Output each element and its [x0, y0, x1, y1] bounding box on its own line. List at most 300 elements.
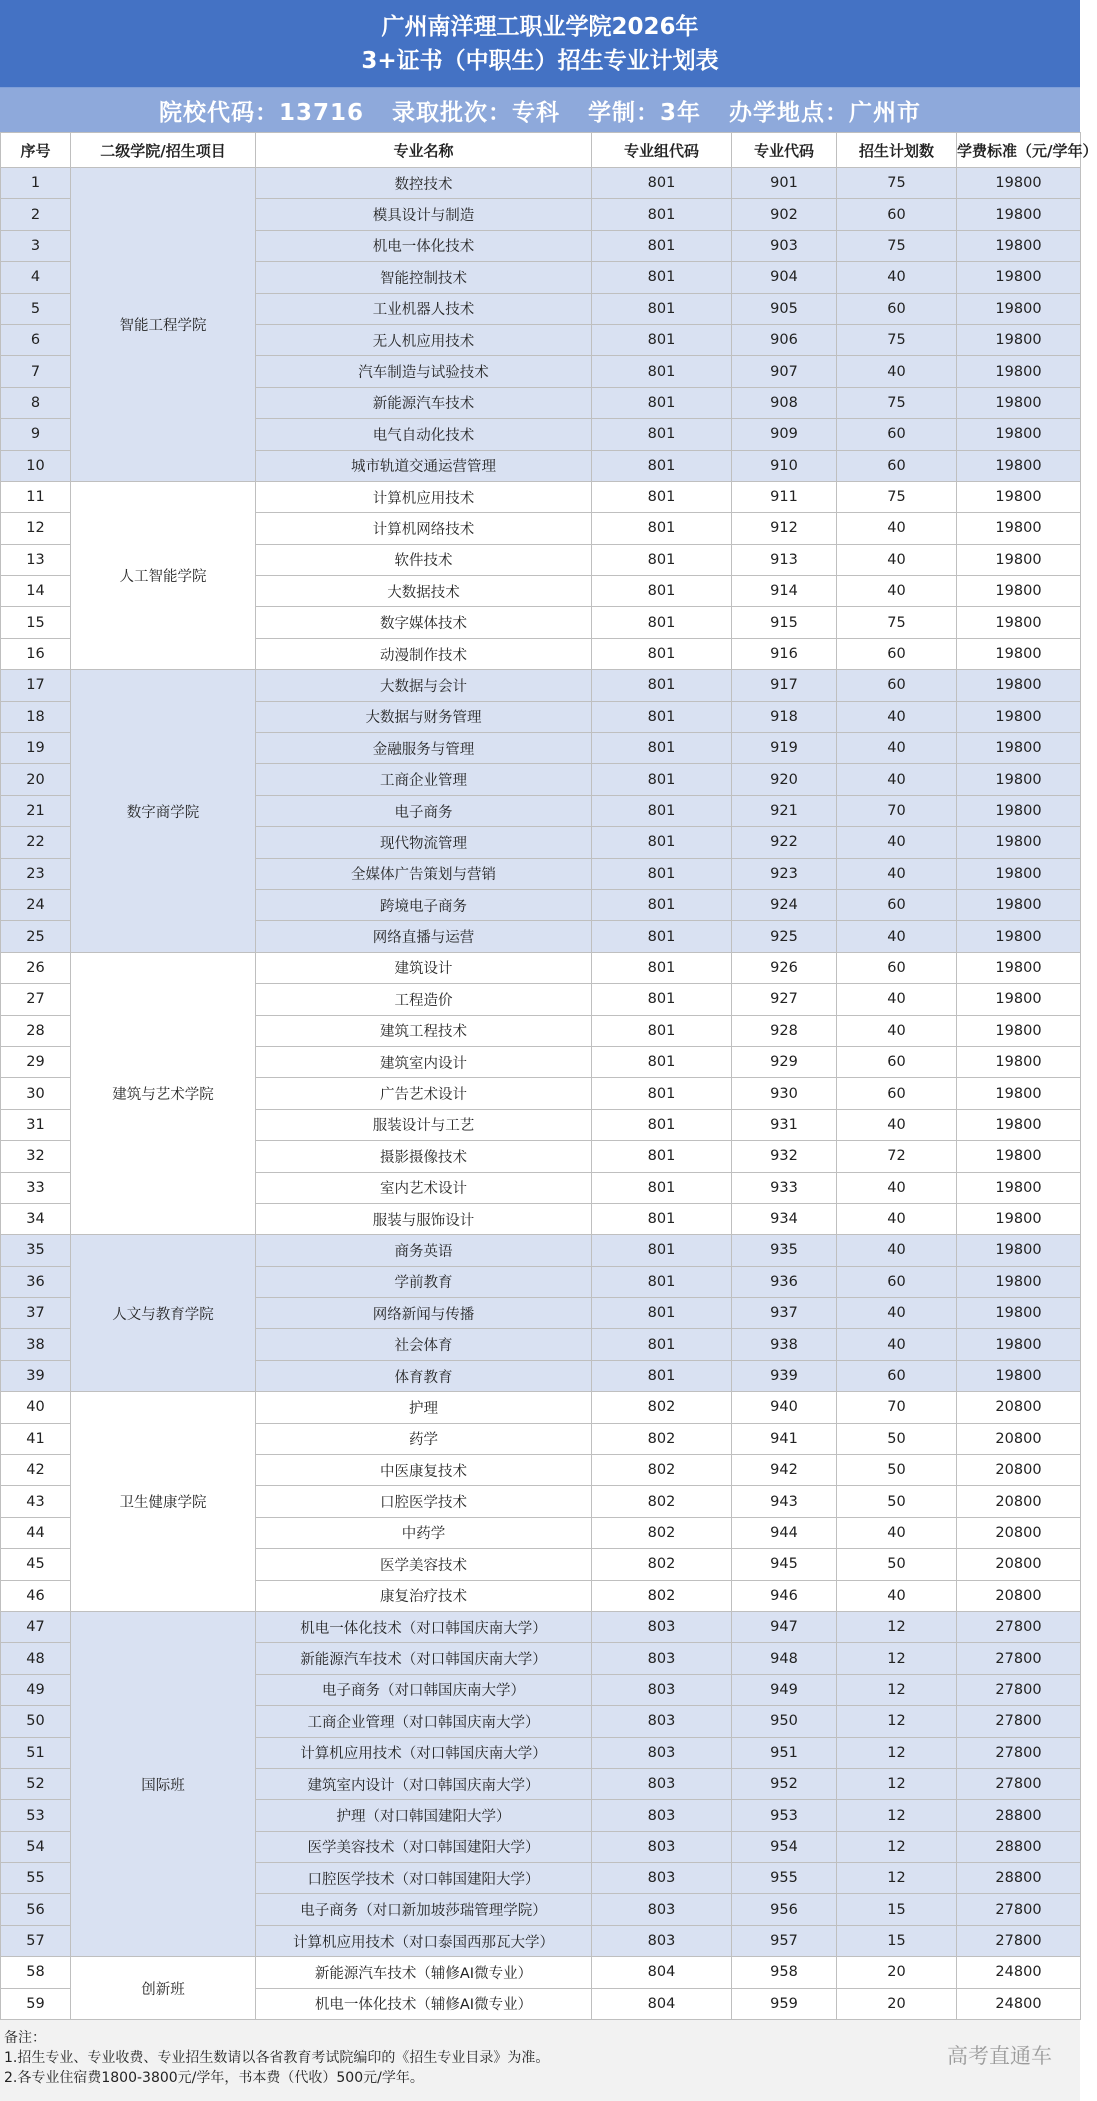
major-name: 智能控制技术	[256, 262, 592, 293]
major-code: 946	[732, 1580, 837, 1611]
college-cell: 国际班	[71, 1611, 256, 1956]
plan-count: 70	[837, 795, 957, 826]
header-plan-count: 招生计划数	[837, 133, 957, 168]
major-name: 建筑室内设计	[256, 1046, 592, 1077]
plan-count: 15	[837, 1894, 957, 1925]
group-code: 803	[592, 1674, 732, 1705]
row-index: 1	[1, 168, 71, 199]
major-name: 城市轨道交通运营管理	[256, 450, 592, 481]
major-name: 机电一体化技术（辅修AI微专业）	[256, 1988, 592, 2019]
group-code: 803	[592, 1611, 732, 1642]
note-line-2: 2.各专业住宿费1800-3800元/学年，书本费（代收）500元/学年。	[4, 2070, 424, 2086]
major-code: 935	[732, 1235, 837, 1266]
group-code: 801	[592, 1329, 732, 1360]
group-code: 801	[592, 984, 732, 1015]
admission-batch: 录取批次：专科	[392, 99, 560, 126]
header-tuition: 学费标准（元/学年）	[957, 133, 1081, 168]
college-cell: 创新班	[71, 1957, 256, 2020]
tuition: 19800	[957, 1266, 1081, 1297]
plan-count: 60	[837, 638, 957, 669]
tuition: 20800	[957, 1517, 1081, 1548]
tuition: 19800	[957, 1141, 1081, 1172]
group-code: 801	[592, 733, 732, 764]
plan-count: 40	[837, 1298, 957, 1329]
row-index: 34	[1, 1203, 71, 1234]
major-name: 数字媒体技术	[256, 607, 592, 638]
group-code: 801	[592, 168, 732, 199]
row-index: 36	[1, 1266, 71, 1297]
row-index: 47	[1, 1611, 71, 1642]
major-code: 927	[732, 984, 837, 1015]
tuition: 28800	[957, 1863, 1081, 1894]
table-row	[1, 952, 1081, 983]
major-code: 940	[732, 1392, 837, 1423]
row-index: 23	[1, 858, 71, 889]
row-index: 18	[1, 701, 71, 732]
major-name: 医学美容技术（对口韩国建阳大学）	[256, 1831, 592, 1862]
major-name: 计算机应用技术	[256, 481, 592, 512]
plan-count: 60	[837, 293, 957, 324]
major-name: 口腔医学技术	[256, 1486, 592, 1517]
group-code: 801	[592, 199, 732, 230]
row-index: 53	[1, 1800, 71, 1831]
major-code: 959	[732, 1988, 837, 2019]
major-code: 903	[732, 230, 837, 261]
major-code: 945	[732, 1549, 837, 1580]
college-cell: 智能工程学院	[71, 168, 256, 482]
group-code: 801	[592, 638, 732, 669]
major-name: 学前教育	[256, 1266, 592, 1297]
group-code: 801	[592, 513, 732, 544]
plan-count: 20	[837, 1988, 957, 2019]
row-index: 59	[1, 1988, 71, 2019]
row-index: 38	[1, 1329, 71, 1360]
group-code: 804	[592, 1957, 732, 1988]
major-name: 服装与服饰设计	[256, 1203, 592, 1234]
plan-count: 40	[837, 1235, 957, 1266]
major-name: 汽车制造与试验技术	[256, 356, 592, 387]
major-name: 现代物流管理	[256, 827, 592, 858]
tuition: 19800	[957, 984, 1081, 1015]
plan-count: 70	[837, 1392, 957, 1423]
row-index: 40	[1, 1392, 71, 1423]
header-major-name: 专业名称	[256, 133, 592, 168]
plan-count: 12	[837, 1706, 957, 1737]
major-code: 952	[732, 1768, 837, 1799]
major-name: 大数据与财务管理	[256, 701, 592, 732]
tuition: 19800	[957, 513, 1081, 544]
plan-count: 72	[837, 1141, 957, 1172]
major-code: 949	[732, 1674, 837, 1705]
group-code: 801	[592, 1141, 732, 1172]
header-college: 二级学院/招生项目	[71, 133, 256, 168]
tuition: 19800	[957, 921, 1081, 952]
row-index: 50	[1, 1706, 71, 1737]
plan-count: 40	[837, 701, 957, 732]
major-name: 新能源汽车技术（辅修AI微专业）	[256, 1957, 592, 1988]
major-code: 909	[732, 419, 837, 450]
group-code: 801	[592, 1015, 732, 1046]
plan-count: 20	[837, 1957, 957, 1988]
row-index: 46	[1, 1580, 71, 1611]
group-code: 803	[592, 1737, 732, 1768]
major-name: 建筑室内设计（对口韩国庆南大学）	[256, 1768, 592, 1799]
table-body	[1, 168, 1081, 2020]
tuition: 19800	[957, 199, 1081, 230]
group-code: 801	[592, 356, 732, 387]
major-name: 护理	[256, 1392, 592, 1423]
group-code: 801	[592, 1203, 732, 1234]
plan-count: 60	[837, 450, 957, 481]
group-code: 802	[592, 1392, 732, 1423]
major-code: 923	[732, 858, 837, 889]
tuition: 19800	[957, 419, 1081, 450]
tuition: 27800	[957, 1768, 1081, 1799]
group-code: 803	[592, 1831, 732, 1862]
row-index: 30	[1, 1078, 71, 1109]
notes-label: 备注：	[4, 2030, 46, 2046]
major-code: 939	[732, 1360, 837, 1391]
group-code: 801	[592, 827, 732, 858]
table-row	[1, 481, 1081, 512]
plan-count: 12	[837, 1863, 957, 1894]
group-code: 802	[592, 1580, 732, 1611]
tuition: 20800	[957, 1423, 1081, 1454]
major-code: 933	[732, 1172, 837, 1203]
major-name: 网络直播与运营	[256, 921, 592, 952]
row-index: 5	[1, 293, 71, 324]
group-code: 803	[592, 1863, 732, 1894]
tuition: 19800	[957, 670, 1081, 701]
major-name: 计算机应用技术（对口泰国西那瓦大学）	[256, 1925, 592, 1956]
row-index: 3	[1, 230, 71, 261]
plan-count: 60	[837, 199, 957, 230]
major-code: 924	[732, 889, 837, 920]
tuition: 19800	[957, 230, 1081, 261]
major-code: 914	[732, 576, 837, 607]
major-code: 908	[732, 387, 837, 418]
tuition: 24800	[957, 1988, 1081, 2019]
major-code: 948	[732, 1643, 837, 1674]
tuition: 19800	[957, 795, 1081, 826]
tuition: 27800	[957, 1706, 1081, 1737]
tuition: 19800	[957, 481, 1081, 512]
major-name: 建筑设计	[256, 952, 592, 983]
row-index: 28	[1, 1015, 71, 1046]
college-cell: 卫生健康学院	[71, 1392, 256, 1612]
plan-count: 60	[837, 670, 957, 701]
plan-count: 40	[837, 827, 957, 858]
major-code: 918	[732, 701, 837, 732]
major-code: 956	[732, 1894, 837, 1925]
major-name: 电子商务（对口韩国庆南大学）	[256, 1674, 592, 1705]
plan-count: 40	[837, 1517, 957, 1548]
row-index: 39	[1, 1360, 71, 1391]
row-index: 32	[1, 1141, 71, 1172]
tuition: 27800	[957, 1737, 1081, 1768]
tuition: 19800	[957, 733, 1081, 764]
tuition: 19800	[957, 356, 1081, 387]
group-code: 803	[592, 1925, 732, 1956]
row-index: 11	[1, 481, 71, 512]
major-name: 工商企业管理	[256, 764, 592, 795]
major-code: 943	[732, 1486, 837, 1517]
group-code: 801	[592, 952, 732, 983]
tuition: 19800	[957, 1078, 1081, 1109]
row-index: 25	[1, 921, 71, 952]
group-code: 802	[592, 1455, 732, 1486]
row-index: 27	[1, 984, 71, 1015]
table-row	[1, 1392, 1081, 1423]
plan-count: 12	[837, 1768, 957, 1799]
row-index: 16	[1, 638, 71, 669]
tuition: 19800	[957, 1203, 1081, 1234]
tuition: 19800	[957, 262, 1081, 293]
school-code: 院校代码：13716	[158, 99, 364, 126]
major-name: 药学	[256, 1423, 592, 1454]
plan-count: 12	[837, 1737, 957, 1768]
major-name: 大数据与会计	[256, 670, 592, 701]
tuition: 27800	[957, 1611, 1081, 1642]
plan-count: 75	[837, 168, 957, 199]
group-code: 802	[592, 1486, 732, 1517]
group-code: 801	[592, 670, 732, 701]
plan-count: 75	[837, 230, 957, 261]
major-code: 901	[732, 168, 837, 199]
group-code: 803	[592, 1768, 732, 1799]
row-index: 7	[1, 356, 71, 387]
row-index: 4	[1, 262, 71, 293]
major-name: 工商企业管理（对口韩国庆南大学）	[256, 1706, 592, 1737]
group-code: 803	[592, 1643, 732, 1674]
major-code: 938	[732, 1329, 837, 1360]
group-code: 801	[592, 293, 732, 324]
major-name: 模具设计与制造	[256, 199, 592, 230]
major-name: 跨境电子商务	[256, 889, 592, 920]
major-code: 931	[732, 1109, 837, 1140]
tuition: 20800	[957, 1580, 1081, 1611]
major-name: 体育教育	[256, 1360, 592, 1391]
plan-count: 40	[837, 576, 957, 607]
row-index: 10	[1, 450, 71, 481]
major-code: 953	[732, 1800, 837, 1831]
table-row	[1, 1235, 1081, 1266]
row-index: 43	[1, 1486, 71, 1517]
major-code: 915	[732, 607, 837, 638]
major-name: 大数据技术	[256, 576, 592, 607]
major-code: 947	[732, 1611, 837, 1642]
row-index: 2	[1, 199, 71, 230]
major-name: 护理（对口韩国建阳大学）	[256, 1800, 592, 1831]
major-name: 口腔医学技术（对口韩国建阳大学）	[256, 1863, 592, 1894]
tuition: 19800	[957, 1109, 1081, 1140]
major-name: 电子商务（对口新加坡莎瑞管理学院）	[256, 1894, 592, 1925]
table-row	[1, 1611, 1081, 1642]
major-name: 工程造价	[256, 984, 592, 1015]
header-group-code: 专业组代码	[592, 133, 732, 168]
row-index: 58	[1, 1957, 71, 1988]
row-index: 35	[1, 1235, 71, 1266]
group-code: 801	[592, 607, 732, 638]
group-code: 801	[592, 387, 732, 418]
major-name: 摄影摄像技术	[256, 1141, 592, 1172]
group-code: 802	[592, 1549, 732, 1580]
plan-count: 75	[837, 324, 957, 355]
group-code: 801	[592, 858, 732, 889]
plan-count: 60	[837, 419, 957, 450]
major-code: 936	[732, 1266, 837, 1297]
major-name: 中药学	[256, 1517, 592, 1548]
tuition: 19800	[957, 607, 1081, 638]
header-row	[1, 133, 1081, 168]
group-code: 801	[592, 1046, 732, 1077]
plan-count: 40	[837, 733, 957, 764]
major-code: 921	[732, 795, 837, 826]
watermark: 高考直通车	[947, 2044, 1052, 2068]
tuition: 19800	[957, 1298, 1081, 1329]
plan-count: 40	[837, 1329, 957, 1360]
row-index: 57	[1, 1925, 71, 1956]
group-code: 801	[592, 1266, 732, 1297]
group-code: 801	[592, 889, 732, 920]
major-name: 广告艺术设计	[256, 1078, 592, 1109]
tuition: 19800	[957, 889, 1081, 920]
major-name: 无人机应用技术	[256, 324, 592, 355]
plan-count: 40	[837, 764, 957, 795]
major-name: 中医康复技术	[256, 1455, 592, 1486]
tuition: 19800	[957, 1015, 1081, 1046]
tuition: 19800	[957, 544, 1081, 575]
plan-count: 40	[837, 544, 957, 575]
table-title	[0, 0, 1080, 88]
major-code: 902	[732, 199, 837, 230]
major-name: 电气自动化技术	[256, 419, 592, 450]
major-name: 全媒体广告策划与营销	[256, 858, 592, 889]
college-cell: 人文与教育学院	[71, 1235, 256, 1392]
plan-count: 12	[837, 1611, 957, 1642]
major-name: 计算机应用技术（对口韩国庆南大学）	[256, 1737, 592, 1768]
plan-count: 40	[837, 858, 957, 889]
row-index: 51	[1, 1737, 71, 1768]
college-cell: 人工智能学院	[71, 481, 256, 669]
major-code: 920	[732, 764, 837, 795]
major-code: 904	[732, 262, 837, 293]
tuition: 19800	[957, 701, 1081, 732]
campus-location: 办学地点：广州市	[729, 99, 922, 126]
college-cell: 建筑与艺术学院	[71, 952, 256, 1235]
tuition: 19800	[957, 858, 1081, 889]
plan-count: 12	[837, 1643, 957, 1674]
group-code: 801	[592, 1360, 732, 1391]
major-name: 电子商务	[256, 795, 592, 826]
tuition: 19800	[957, 168, 1081, 199]
major-code: 944	[732, 1517, 837, 1548]
major-name: 机电一体化技术	[256, 230, 592, 261]
row-index: 48	[1, 1643, 71, 1674]
plan-count: 40	[837, 356, 957, 387]
major-name: 工业机器人技术	[256, 293, 592, 324]
row-index: 24	[1, 889, 71, 920]
group-code: 801	[592, 1078, 732, 1109]
major-name: 金融服务与管理	[256, 733, 592, 764]
major-code: 925	[732, 921, 837, 952]
plan-count: 75	[837, 481, 957, 512]
major-code: 934	[732, 1203, 837, 1234]
major-code: 919	[732, 733, 837, 764]
major-code: 932	[732, 1141, 837, 1172]
major-code: 950	[732, 1706, 837, 1737]
plan-count: 60	[837, 889, 957, 920]
title-line-1: 广州南洋理工职业学院2026年	[381, 14, 699, 40]
row-index: 13	[1, 544, 71, 575]
major-code: 926	[732, 952, 837, 983]
row-index: 54	[1, 1831, 71, 1862]
major-code: 911	[732, 481, 837, 512]
plan-count: 12	[837, 1800, 957, 1831]
plan-count: 50	[837, 1486, 957, 1517]
major-name: 室内艺术设计	[256, 1172, 592, 1203]
info-bar	[0, 88, 1080, 132]
group-code: 801	[592, 921, 732, 952]
major-code: 958	[732, 1957, 837, 1988]
row-index: 20	[1, 764, 71, 795]
row-index: 12	[1, 513, 71, 544]
plan-count: 60	[837, 1078, 957, 1109]
major-name: 医学美容技术	[256, 1549, 592, 1580]
tuition: 24800	[957, 1957, 1081, 1988]
major-code: 928	[732, 1015, 837, 1046]
tuition: 20800	[957, 1392, 1081, 1423]
tuition: 27800	[957, 1674, 1081, 1705]
row-index: 45	[1, 1549, 71, 1580]
group-code: 801	[592, 701, 732, 732]
plan-count: 40	[837, 1109, 957, 1140]
plan-count: 60	[837, 1046, 957, 1077]
group-code: 803	[592, 1800, 732, 1831]
college-cell: 数字商学院	[71, 670, 256, 953]
plan-count: 75	[837, 387, 957, 418]
row-index: 6	[1, 324, 71, 355]
plan-count: 12	[837, 1831, 957, 1862]
tuition: 19800	[957, 1172, 1081, 1203]
plan-count: 50	[837, 1549, 957, 1580]
major-code: 941	[732, 1423, 837, 1454]
plan-count: 40	[837, 262, 957, 293]
tuition: 27800	[957, 1894, 1081, 1925]
group-code: 802	[592, 1517, 732, 1548]
title-line-2: 3+证书（中职生）招生专业计划表	[361, 48, 719, 74]
table-row	[1, 670, 1081, 701]
tuition: 19800	[957, 387, 1081, 418]
major-name: 康复治疗技术	[256, 1580, 592, 1611]
major-name: 计算机网络技术	[256, 513, 592, 544]
tuition: 19800	[957, 576, 1081, 607]
tuition: 19800	[957, 764, 1081, 795]
row-index: 56	[1, 1894, 71, 1925]
group-code: 801	[592, 230, 732, 261]
plan-count: 40	[837, 921, 957, 952]
major-name: 社会体育	[256, 1329, 592, 1360]
group-code: 801	[592, 324, 732, 355]
major-code: 917	[732, 670, 837, 701]
tuition: 19800	[957, 1046, 1081, 1077]
tuition: 19800	[957, 450, 1081, 481]
major-code: 905	[732, 293, 837, 324]
group-code: 801	[592, 1298, 732, 1329]
tuition: 28800	[957, 1831, 1081, 1862]
row-index: 26	[1, 952, 71, 983]
tuition: 19800	[957, 1235, 1081, 1266]
